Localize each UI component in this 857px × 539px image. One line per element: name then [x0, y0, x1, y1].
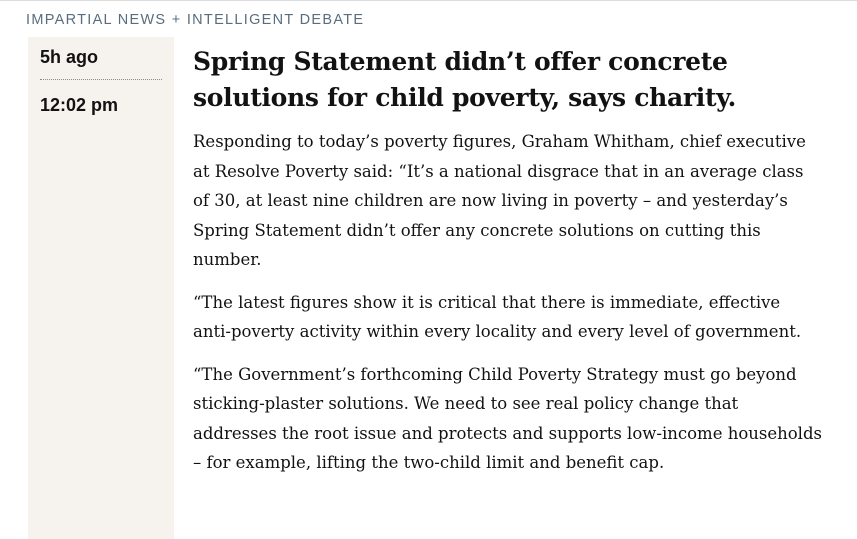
post-timestamp-column	[28, 37, 174, 539]
post-headline: Spring Statement didn’t offer concrete solutions for child poverty, says charity.	[193, 47, 736, 112]
relative-timestamp[interactable]: 5h ago	[40, 47, 99, 67]
live-blog-post	[193, 44, 823, 478]
clock-timestamp[interactable]: 12:02 pm	[40, 95, 119, 115]
post-paragraph-1: Responding to today’s poverty figures, Graham Whitham, chief executive at Resolve Poverty said: “It’s a national disgrace that in an average class of 30, at least nine children are now living in poverty – and yesterday’s Spring Statement didn’t offer any concrete solutions on cutting this number.	[193, 132, 806, 269]
timestamp-divider	[40, 79, 162, 80]
post-paragraph-3: “The Government’s forthcoming Child Poverty Strategy must go beyond sticking-plaster solutions. We need to see real policy change that addresses the root issue and protects and supports low-income households – for example, lifting the two-child limit and benefit cap.	[193, 364, 822, 472]
site-tagline: IMPARTIAL NEWS + INTELLIGENT DEBATE	[26, 12, 365, 28]
top-divider	[0, 0, 857, 1]
post-paragraph-2: “The latest figures show it is critical that there is immediate, effective anti-poverty activity within every locality and every level of government.	[193, 292, 802, 341]
